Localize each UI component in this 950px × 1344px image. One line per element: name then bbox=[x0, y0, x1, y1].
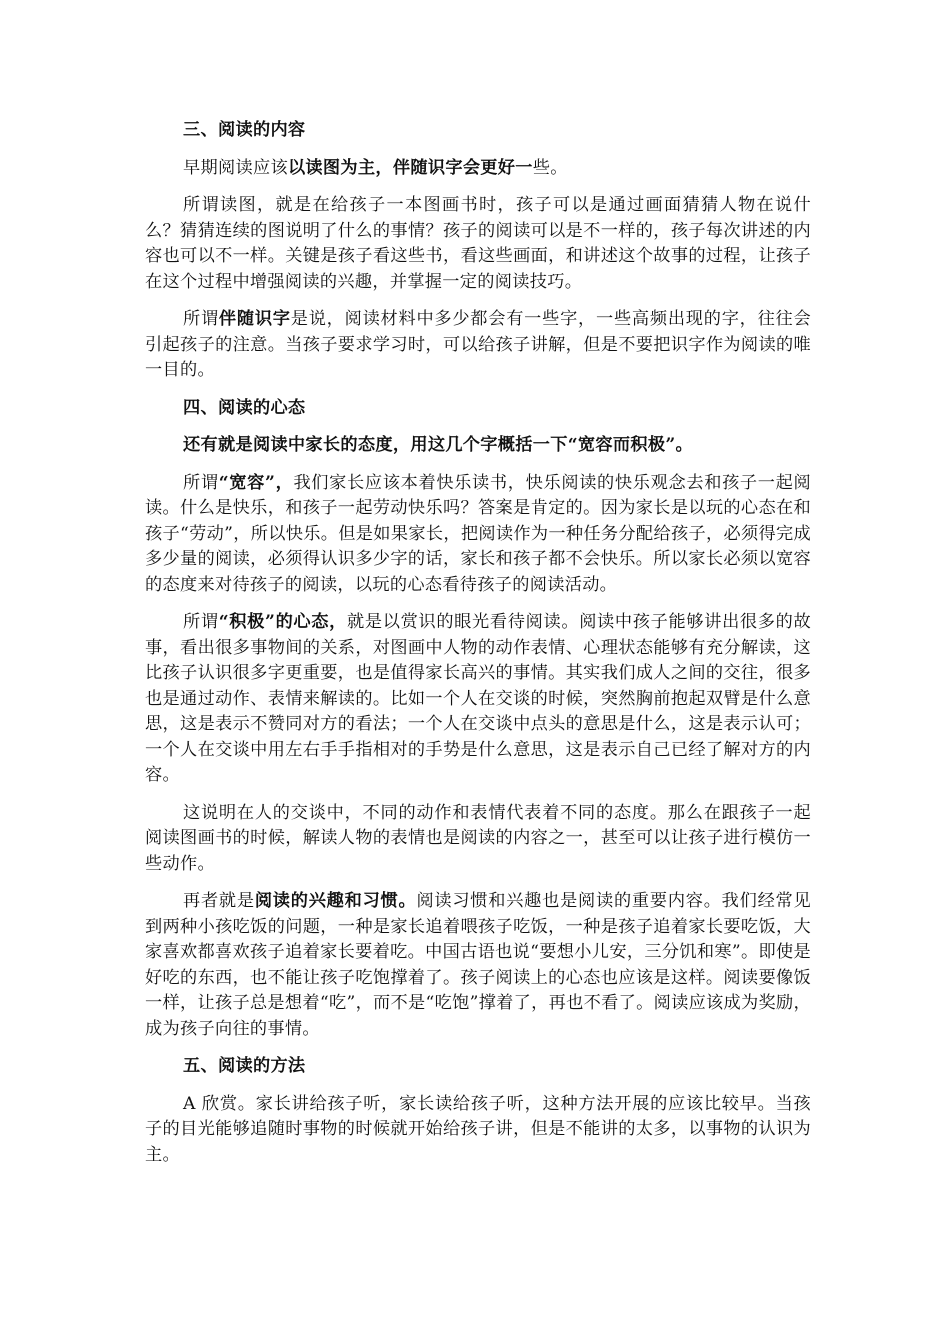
text-run: 再者就是 bbox=[183, 891, 255, 911]
section-heading: 五、阅读的方法 bbox=[183, 1056, 306, 1076]
text-run: 是说，阅读材料中多少都会有一些字，一些高频出现的字，往往会引起孩子的注意。当孩子要求学习时，可以给孩子讲解，但是不要把识字作为阅读的唯一目的。 bbox=[145, 309, 812, 380]
paragraph: A 欣赏。家长讲给孩子听，家长读给孩子听，这种方法开展的应该比较早。当孩子的目光能够追随时事物的时候就开始给孩子讲，但是不能讲的太多，以事物的认识为主。 bbox=[145, 1093, 811, 1165]
bold-paragraph: 还有就是阅读中家长的态度，用这几个字概括一下“宽容而积极”。 bbox=[183, 435, 694, 455]
paragraph bbox=[145, 156, 811, 182]
text-run: 所谓 bbox=[183, 612, 219, 632]
text-run: 些。 bbox=[532, 157, 568, 178]
bold-text-run: 以读图为主，伴随识字会更好一 bbox=[287, 157, 533, 178]
bold-text-run: 伴随识字 bbox=[218, 309, 291, 329]
text-run: 所谓 bbox=[183, 472, 219, 493]
bold-text-run: “积极”的心态， bbox=[218, 612, 348, 632]
text-run: 早期阅读应该 bbox=[183, 157, 288, 178]
paragraph: 这说明在人的交谈中，不同的动作和表情代表着不同的态度。那么在跟孩子一起阅读图画书的时候，解读人物的表情也是阅读的内容之一，甚至可以让孩子进行模仿一些动作。 bbox=[145, 802, 811, 874]
text-run: 我们家长应该本着快乐读书，快乐阅读的快乐观念去和孩子一起阅读。什么是快乐，和孩子一起劳动快乐吗？答案是肯定的。因为家长是以玩的心态在和孩子“劳动”，所以快乐。但是如果家长，把阅读作为一种任务分配给孩子，必须得完成多少量的阅读，必须得认识多少字的话，家长和孩子都不会快乐。所以家长必须以宽容的态度来对待孩子的阅读，以玩的心态看待孩子的阅读活动。 bbox=[145, 472, 812, 595]
paragraph bbox=[145, 471, 811, 599]
text-run: 阅读习惯和兴趣也是阅读的重要内容。我们经常见到两种小孩吃饭的问题，一种是家长追着喂孩子吃饭，一种是孩子追着家长要吃饭，大家喜欢都喜欢孩子追着家长要着吃。中国古语也说“要想小儿安，三分饥和寒”。即使是好吃的东西，也不能让孩子吃饱撑着了。孩子阅读上的心态也应该是这样。阅读要像饭一样，让孩子总是想着“吃”，而不是“吃饱”撑着了，再也不看了。阅读应该成为奖励，成为孩子向往的事情。 bbox=[145, 891, 811, 1039]
section-heading: 三、阅读的内容 bbox=[183, 120, 306, 140]
section-heading: 四、阅读的心态 bbox=[183, 397, 306, 418]
paragraph bbox=[145, 307, 811, 384]
document-body bbox=[145, 118, 811, 1180]
paragraph bbox=[145, 610, 811, 789]
text-run: 所谓 bbox=[183, 309, 219, 329]
text-run: 就是以赏识的眼光看待阅读。阅读中孩子能够讲出很多的故事，看出很多事物间的关系，对图画中人物的动作表情、心理状态能够有充分解读，这比孩子认识很多字更重要，也是值得家长高兴的事情。其实我们成人之间的交往，很多也是通过动作、表情来解读的。比如一个人在交谈的时候，突然胸前抱起双臂是什么意思，这是表示不赞同对方的看法；一个人在交谈中点头的意思是什么，这是表示认可；一个人在交谈中用左右手手指相对的手势是什么意思，这是表示自己已经了解对方的内容。 bbox=[145, 612, 811, 785]
bold-text-run: 阅读的兴趣和习惯。 bbox=[254, 891, 417, 911]
paragraph bbox=[145, 889, 811, 1042]
bold-text-run: “宽容”， bbox=[218, 472, 294, 493]
paragraph: 所谓读图，就是在给孩子一本图画书时，孩子可以是通过画面猜猜人物在说什么？猜猜连续的图说明了什么的事情？孩子的阅读可以是不一样的，孩子每次讲述的内容也可以不一样。关键是孩子看这些书，看这些画面，和讲述这个故事的过程，让孩子在这个过程中增强阅读的兴趣，并掌握一定的阅读技巧。 bbox=[145, 195, 811, 292]
